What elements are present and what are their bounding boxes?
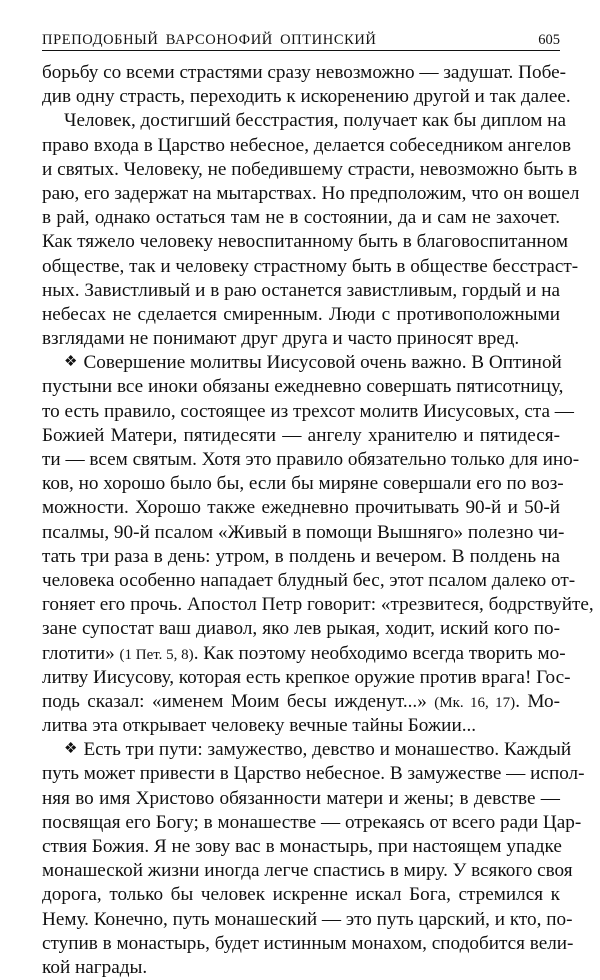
text-line	[42, 206, 560, 230]
text-line	[42, 908, 573, 932]
text-line	[42, 593, 594, 617]
text-segment: зане супостат ваш диавол, яко лев рыкая, ходит, иский кого по-	[42, 618, 560, 640]
text-line	[42, 714, 560, 738]
text-segment: монашеской жизни иногда легче спастись в миру. У всякого своя	[42, 860, 573, 882]
text-line	[42, 642, 566, 666]
page-number: 605	[538, 32, 560, 48]
text-line	[42, 883, 560, 907]
text-line	[42, 956, 560, 980]
diamond-bullet-icon: ❖	[64, 354, 78, 371]
paragraph	[42, 109, 580, 351]
text-segment: Нему. Конечно, путь монашеский — это путь царский, и кто, по-	[42, 908, 573, 930]
text-segment: посвящая его Богу; в монашестве — отрекаясь от всего ради Цар-	[42, 811, 582, 833]
text-line	[42, 327, 560, 351]
diamond-bullet-icon: ❖	[64, 741, 78, 758]
bulleted-paragraph	[42, 351, 594, 738]
text-line	[42, 666, 571, 690]
bulleted-paragraph	[42, 738, 585, 980]
text-segment: обществе, так и человеку страстному быть в обществе бесстраст-	[42, 255, 579, 277]
text-segment: литва эта открывает человеку вечные тайны Божии...	[42, 715, 477, 737]
text-line	[42, 690, 560, 714]
text-line	[42, 303, 560, 327]
text-line	[42, 738, 572, 762]
text-line	[42, 158, 578, 182]
text-segment: то есть правило, состоящее из трехсот молитв Иисусовых, ста —	[42, 400, 574, 422]
text-segment: борьбу со всеми страстями сразу невозможно — задушат. Побе-	[42, 62, 566, 83]
text-segment: ков, но хорошо было бы, если бы миряне совершали его по воз-	[42, 473, 564, 495]
text-line	[42, 134, 572, 158]
text-segment: Человек, достигший бесстрастия, получает как бы диплом на	[64, 110, 566, 132]
text-line	[42, 617, 560, 641]
text-segment: и святых. Человеку, не победившему страсти, невозможно быть в	[42, 158, 578, 180]
text-segment: Совершение молитвы Иисусовой очень важно. В Оптиной	[83, 352, 562, 374]
text-segment: тать три раза в день: утром, в полдень и вечером. В полдень на	[42, 545, 560, 567]
text-line	[42, 835, 560, 859]
text-segment: Божией Матери, пятидесяти — ангелу хранителю и пятидеся-	[42, 424, 560, 446]
text-line	[42, 932, 574, 956]
text-line	[42, 375, 564, 399]
text-line	[42, 521, 565, 545]
text-line	[42, 109, 566, 133]
text-segment: . Как поэтому необходимо всегда творить мо-	[193, 642, 566, 664]
text-segment: пустыни все иноки обязаны ежедневно совершать пятисотницу,	[42, 376, 564, 398]
text-line	[42, 811, 582, 835]
text-segment: див одну страсть, переходить к искоренению другой и так далее.	[42, 86, 571, 108]
text-line	[42, 762, 585, 786]
text-segment: дорога, только бы человек искренне искал Бога, стремился к	[42, 884, 560, 906]
text-line	[42, 859, 573, 883]
text-segment: Как тяжело человеку невоспитанному быть в благовоспитанном	[42, 231, 569, 253]
scripture-reference: (Мк. 16, 17)	[434, 694, 516, 711]
text-segment: ных. Завистливый и в раю останется завистливым, гордый и на	[42, 279, 560, 301]
text-segment: путь может привести в Царство небесное. В замужестве — испол-	[42, 763, 585, 785]
text-segment: взглядами не понимают друг друга и часто приносят вред.	[42, 328, 520, 350]
text-line	[42, 569, 576, 593]
text-line	[42, 545, 560, 569]
text-segment: гоняет его прочь. Апостол Петр говорит: «трезвитеся, бодрствуйте,	[42, 594, 594, 616]
text-segment: псалмы, 90-й псалом «Живый в помощи Вышняго» полезно чи-	[42, 521, 565, 543]
text-segment: . Мо-	[515, 690, 560, 712]
text-segment: в рай, однако остаться там не в состоянии, да и сам не захочет.	[42, 207, 560, 229]
text-segment: глотити»	[42, 642, 120, 664]
text-segment: право входа в Царство небесное, делается собеседником ангелов	[42, 134, 572, 156]
text-line	[42, 400, 574, 424]
text-line	[42, 182, 580, 206]
paragraph	[42, 61, 571, 109]
text-line	[42, 787, 560, 811]
text-line	[42, 448, 580, 472]
running-header	[42, 28, 560, 51]
text-line	[42, 496, 560, 520]
text-segment: ступив в монастырь, будет истинным монахом, сподобится вели-	[42, 932, 574, 954]
text-line	[42, 230, 569, 254]
text-line	[42, 472, 564, 496]
text-segment: подь сказал: «именем Моим бесы ижденут...»	[42, 690, 435, 712]
body-text	[42, 61, 594, 980]
text-segment: няя во имя Христово обязанности матери и жены; в девстве —	[42, 787, 560, 809]
text-segment: раю, его задержат на мытарствах. Но предположим, что он вошел	[42, 182, 580, 204]
text-segment: ти — всем святым. Хотя это правило обязательно только для ино-	[42, 449, 580, 470]
text-line	[42, 279, 560, 303]
running-title: ПРЕПОДОБНЫЙ ВАРСОНОФИЙ ОПТИНСКИЙ	[42, 32, 377, 48]
text-segment: небесах не сделается смиренным. Люди с противоположными	[42, 303, 560, 325]
scripture-reference: (1 Пет. 5, 8)	[119, 646, 194, 663]
text-segment: человека особенно нападает блудный бес, этот псалом далеко от-	[42, 569, 576, 591]
text-segment: литву Иисусову, которая есть крепкое оружие против врага! Гос-	[42, 666, 571, 688]
text-segment: кой награды.	[42, 956, 148, 978]
text-line	[42, 61, 566, 85]
text-segment: Есть три пути: замужество, девство и монашество. Каждый	[83, 739, 572, 761]
text-line	[42, 424, 560, 448]
text-segment: ствия Божия. Я не зову вас в монастырь, при настоящем упадке	[42, 836, 562, 857]
text-segment: можности. Хорошо также ежедневно прочитывать 90-й и 50-й	[42, 497, 560, 519]
text-line	[42, 255, 579, 279]
text-line	[42, 351, 560, 375]
text-line	[42, 85, 571, 109]
